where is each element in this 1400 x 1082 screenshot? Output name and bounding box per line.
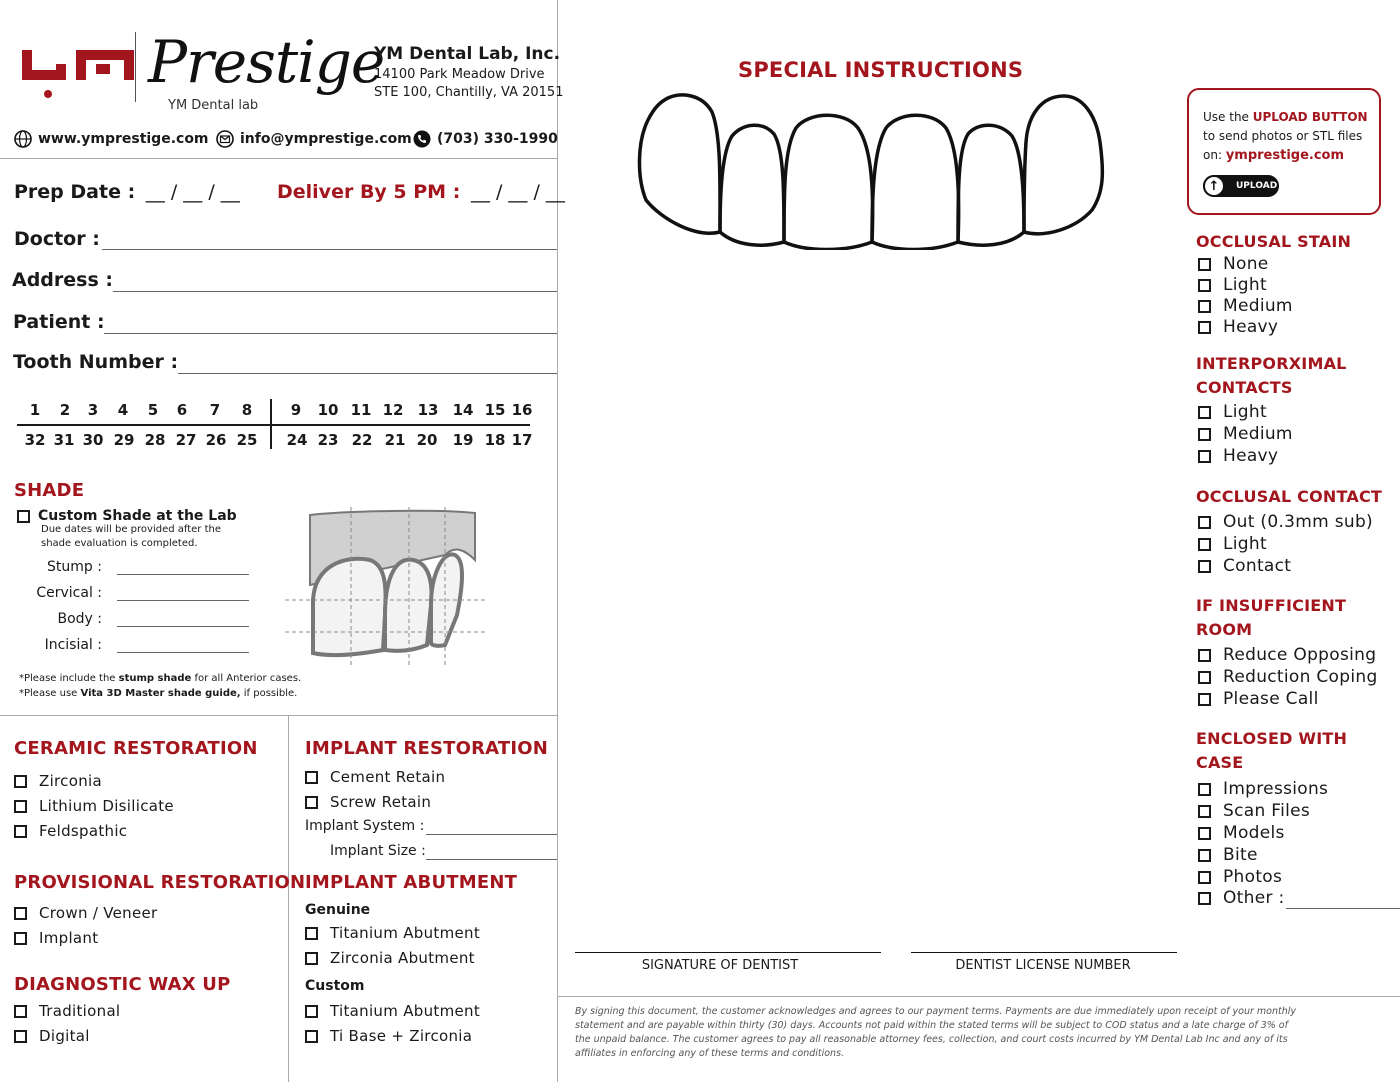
custom-abutment-option-label: Titanium Abutment [330, 1002, 481, 1020]
shade-row-label: Stump : [47, 559, 102, 575]
occlusal-contact-option-checkbox[interactable] [1198, 534, 1267, 554]
left-panel-divider [557, 0, 558, 1082]
ceramic-option-label: Feldspathic [39, 822, 128, 840]
tooth-number-upper[interactable]: 1 [29, 401, 41, 419]
tooth-number-lower[interactable]: 27 [175, 431, 197, 449]
deliver-by-label: Deliver By 5 PM : [277, 181, 461, 203]
company-name: YM Dental Lab, Inc. [374, 44, 561, 64]
contact-website[interactable] [14, 130, 209, 148]
tooth-number-lower[interactable]: 18 [484, 431, 506, 449]
custom-heading: Custom [305, 978, 365, 994]
wax-option-label: Traditional [39, 1002, 121, 1020]
custom-abutment-option-checkbox[interactable] [305, 1002, 480, 1020]
shade-note-2-c: if possible. [240, 688, 298, 699]
ceramic-option-checkbox[interactable] [14, 797, 174, 815]
genuine-heading: Genuine [305, 902, 371, 918]
upload-line-3-a: on: [1203, 148, 1226, 162]
checkbox-icon [1198, 560, 1211, 573]
terms-line-3: the unpaid balance. The customer agrees to pay all reasonable attorney fees, collection, and court costs incurred by YM Dental Lab Inc and any of its [575, 1034, 1288, 1045]
provisional-option-label: Implant [39, 929, 99, 947]
genuine-abutment-option-label: Zirconia Abutment [330, 949, 475, 967]
enclosed-title-2: CASE [1196, 753, 1244, 772]
logo-script: Prestige [148, 28, 385, 96]
ceramic-title: CERAMIC RESTORATION [14, 738, 258, 759]
tooth-number-lower[interactable]: 26 [205, 431, 227, 449]
checkbox-icon [17, 510, 30, 523]
shade-row-field[interactable] [117, 600, 249, 601]
dentist-license-label: DENTIST LICENSE NUMBER [955, 958, 1131, 973]
special-instructions-title: SPECIAL INSTRUCTIONS [738, 58, 1024, 82]
shade-title: SHADE [14, 480, 85, 501]
enclosed-option-checkbox[interactable] [1198, 823, 1285, 843]
enclosed-option-label: Scan Files [1223, 801, 1311, 821]
enclosed-option-checkbox[interactable] [1198, 801, 1310, 821]
tooth-number-lower[interactable]: 22 [351, 431, 373, 449]
insufficient-room-option-label: Please Call [1223, 689, 1319, 709]
upload-line-3 [1203, 148, 1344, 163]
shade-note-1-a: *Please include the [19, 673, 119, 684]
interproximal-option-label: Medium [1223, 424, 1293, 444]
terms-text [575, 1005, 1395, 1061]
tooth-number-upper[interactable]: 7 [209, 401, 221, 419]
dentist-signature-field[interactable] [575, 952, 881, 953]
shade-note-1 [19, 673, 301, 684]
implant-restoration-option-label: Cement Retain [330, 768, 446, 786]
shade-row-field[interactable] [117, 652, 249, 653]
checkbox-icon [14, 800, 27, 813]
phone-icon [413, 130, 431, 148]
occlusal-stain-option-checkbox[interactable] [1198, 275, 1267, 295]
enclosed-option-checkbox[interactable] [1198, 867, 1282, 887]
company-address-2: STE 100, Chantilly, VA 20151 [374, 85, 564, 100]
checkbox-icon [14, 932, 27, 945]
tooth-number-upper[interactable]: 8 [241, 401, 253, 419]
upload-line-1-a: Use the [1203, 110, 1253, 124]
patient-field[interactable] [104, 333, 557, 334]
shade-row-field[interactable] [117, 574, 249, 575]
tooth-number-upper[interactable]: 6 [176, 401, 188, 419]
provisional-option-checkbox[interactable] [14, 929, 98, 947]
occlusal-stain-title: OCCLUSAL STAIN [1196, 232, 1352, 251]
checkbox-icon [1198, 783, 1211, 796]
checkbox-icon [1198, 671, 1211, 684]
custom-shade-checkbox[interactable] [17, 508, 237, 524]
deliver-by[interactable] [277, 181, 565, 203]
address-field[interactable] [113, 291, 557, 292]
checkbox-icon [305, 952, 318, 965]
occlusal-stain-option-label: Light [1223, 275, 1267, 295]
globe-icon [14, 130, 32, 148]
checkbox-icon [1198, 300, 1211, 313]
implant-system-field[interactable] [426, 834, 557, 835]
occlusal-stain-option-label: Medium [1223, 296, 1293, 316]
insufficient-room-option-checkbox[interactable] [1198, 667, 1378, 687]
checkbox-icon [305, 796, 318, 809]
upload-button[interactable] [1203, 175, 1279, 197]
checkbox-icon [14, 907, 27, 920]
interproximal-title-1: INTERPORXIMAL [1196, 354, 1347, 373]
contact-email[interactable] [216, 130, 412, 148]
insufficient-room-option-checkbox[interactable] [1198, 689, 1319, 709]
interproximal-title-2: CONTACTS [1196, 378, 1293, 397]
tooth-number-label: Tooth Number : [13, 351, 179, 373]
phone-text: (703) 330-1990 [437, 131, 558, 147]
occlusal-stain-option-checkbox[interactable] [1198, 296, 1293, 316]
enclosed-title-1: ENCLOSED WITH [1196, 729, 1348, 748]
interproximal-option-checkbox[interactable] [1198, 402, 1267, 422]
checkbox-icon [305, 1005, 318, 1018]
checkbox-icon [1198, 827, 1211, 840]
terms-line-1: By signing this document, the customer acknowledges and agrees to our payment terms. Payments are due immediately upon receipt of your monthly [575, 1006, 1297, 1017]
checkbox-icon [14, 825, 27, 838]
ym-logo-mark-icon [18, 36, 138, 106]
tooth-number-lower[interactable]: 25 [236, 431, 258, 449]
shade-row-field[interactable] [117, 626, 249, 627]
insufficient-room-title-2: ROOM [1196, 620, 1253, 639]
occlusal-contact-title: OCCLUSAL CONTACT [1196, 487, 1383, 506]
provisional-option-checkbox[interactable] [14, 904, 158, 922]
prep-date-label: Prep Date : [14, 181, 136, 203]
upload-line-1 [1203, 110, 1368, 124]
checkbox-icon [14, 1030, 27, 1043]
terms-line-2: statement and are payable within thirty (30) days. Accounts not paid within the stated terms will be subject to COD status and a late charge of 3% of [575, 1020, 1288, 1031]
checkbox-icon [305, 1030, 318, 1043]
ceramic-option-checkbox[interactable] [14, 822, 127, 840]
interproximal-option-label: Heavy [1223, 446, 1279, 466]
checkbox-icon [305, 927, 318, 940]
provisional-option-label: Crown / Veneer [39, 904, 158, 922]
shade-note-1-b: stump shade [118, 673, 192, 684]
custom-abutment-option-checkbox[interactable] [305, 1027, 472, 1045]
tooth-number-upper[interactable]: 12 [382, 401, 404, 419]
tooth-number-upper[interactable]: 9 [290, 401, 302, 419]
email-text: info@ymprestige.com [240, 131, 412, 147]
wax-option-checkbox[interactable] [14, 1002, 120, 1020]
implant-abutment-title: IMPLANT ABUTMENT [305, 872, 518, 893]
implant-system-label: Implant System : [305, 818, 425, 834]
implant-restoration-title: IMPLANT RESTORATION [305, 738, 549, 759]
insufficient-room-option-checkbox[interactable] [1198, 645, 1376, 665]
checkbox-icon [14, 1005, 27, 1018]
occlusal-stain-option-label: None [1223, 254, 1269, 274]
genuine-abutment-option-checkbox[interactable] [305, 949, 475, 967]
ceramic-option-label: Zirconia [39, 772, 102, 790]
checkbox-icon [1198, 450, 1211, 463]
tooth-number-lower[interactable]: 24 [286, 431, 308, 449]
checkbox-icon [305, 771, 318, 784]
dentist-license-field[interactable] [911, 952, 1177, 953]
tooth-number-lower[interactable]: 20 [416, 431, 438, 449]
tooth-number-lower[interactable]: 28 [144, 431, 166, 449]
occlusal-contact-option-label: Light [1223, 534, 1267, 554]
tooth-number-field[interactable] [178, 373, 557, 374]
tooth-number-upper[interactable]: 4 [117, 401, 129, 419]
tooth-number-lower[interactable]: 21 [384, 431, 406, 449]
enclosed-other-field[interactable] [1286, 908, 1400, 909]
wax-option-label: Digital [39, 1027, 90, 1045]
enclosed-option-label: Models [1223, 823, 1285, 843]
implant-restoration-option-label: Screw Retain [330, 793, 432, 811]
occlusal-contact-option-checkbox[interactable] [1198, 556, 1291, 576]
checkbox-icon [1198, 693, 1211, 706]
restoration-column-divider [288, 715, 289, 1082]
tooth-number-lower[interactable]: 30 [82, 431, 104, 449]
tooth-number-lower[interactable]: 23 [317, 431, 339, 449]
custom-shade-label: Custom Shade at the Lab [38, 508, 237, 524]
tooth-number-upper[interactable]: 14 [452, 401, 474, 419]
upload-line-1-b: UPLOAD BUTTON [1252, 110, 1368, 124]
contact-phone[interactable] [413, 130, 558, 148]
occlusal-contact-option-checkbox[interactable] [1198, 512, 1373, 532]
implant-size-field[interactable] [426, 859, 557, 860]
tooth-number-upper[interactable]: 10 [317, 401, 339, 419]
shade-row-label: Cervical : [36, 585, 102, 601]
occlusal-contact-option-label: Out (0.3mm sub) [1223, 512, 1373, 532]
tooth-number-lower[interactable]: 29 [113, 431, 135, 449]
enclosed-option-checkbox[interactable] [1198, 845, 1258, 865]
tooth-number-lower[interactable]: 32 [24, 431, 46, 449]
ceramic-option-checkbox[interactable] [14, 772, 102, 790]
checkbox-icon [1198, 805, 1211, 818]
insufficient-room-option-label: Reduce Opposing [1223, 645, 1377, 665]
enclosed-other-label: Other : [1223, 888, 1285, 908]
insufficient-room-option-label: Reduction Coping [1223, 667, 1378, 687]
checkbox-icon [1198, 538, 1211, 551]
checkbox-icon [1198, 892, 1211, 905]
wax-title: DIAGNOSTIC WAX UP [14, 974, 231, 995]
shade-row-label: Incisial : [44, 637, 102, 653]
shade-note-2 [19, 688, 297, 699]
interproximal-option-label: Light [1223, 402, 1267, 422]
anterior-teeth-outline [636, 92, 1110, 250]
custom-shade-note-2: shade evaluation is completed. [41, 538, 198, 549]
tooth-number-lower[interactable]: 19 [452, 431, 474, 449]
doctor-label: Doctor : [14, 228, 100, 250]
logo-subtitle: YM Dental lab [168, 98, 259, 113]
checkbox-icon [1198, 516, 1211, 529]
website-text: www.ymprestige.com [38, 131, 209, 147]
upload-box [1187, 88, 1381, 215]
custom-abutment-option-label: Ti Base + Zirconia [330, 1027, 473, 1045]
upload-arrow-icon: ↑ [1203, 175, 1225, 197]
checkbox-icon [1198, 649, 1211, 662]
checkbox-icon [1198, 279, 1211, 292]
dentist-signature-label: SIGNATURE OF DENTIST [641, 958, 799, 973]
shade-note-1-c: for all Anterior cases. [191, 673, 302, 684]
custom-shade-note-1: Due dates will be provided after the [41, 524, 222, 535]
header-divider [0, 158, 557, 159]
genuine-abutment-option-label: Titanium Abutment [330, 924, 481, 942]
terms-divider [557, 996, 1400, 997]
tooth-number-upper[interactable]: 5 [147, 401, 159, 419]
tooth-number-upper[interactable]: 2 [59, 401, 71, 419]
tooth-chart [0, 395, 557, 455]
prep-date-blank: __ / __ / __ [145, 181, 240, 203]
tooth-number-upper[interactable]: 11 [350, 401, 372, 419]
occlusal-stain-option-label: Heavy [1223, 317, 1279, 337]
restoration-divider [0, 715, 557, 716]
wax-option-checkbox[interactable] [14, 1027, 90, 1045]
email-icon [216, 130, 234, 148]
upload-line-2: to send photos or STL files [1203, 129, 1363, 143]
address-label: Address : [12, 269, 113, 291]
upload-button-label: UPLOAD [1236, 181, 1278, 191]
deliver-by-blank: __ / __ / __ [470, 181, 565, 203]
enclosed-option-label: Impressions [1223, 779, 1329, 799]
shade-note-2-a: *Please use [19, 688, 81, 699]
shade-tooth-diagram [285, 505, 485, 665]
upload-line-3-b: ymprestige.com [1225, 148, 1345, 163]
checkbox-icon [1198, 258, 1211, 271]
occlusal-stain-option-checkbox[interactable] [1198, 254, 1269, 274]
checkbox-icon [1198, 321, 1211, 334]
tooth-number-upper[interactable]: 15 [484, 401, 506, 419]
company-address-1: 14100 Park Meadow Drive [374, 67, 545, 82]
checkbox-icon [1198, 406, 1211, 419]
checkbox-icon [1198, 871, 1211, 884]
provisional-title: PROVISIONAL RESTORATION [14, 872, 306, 893]
checkbox-icon [1198, 428, 1211, 441]
insufficient-room-title-1: IF INSUFFICIENT [1196, 596, 1347, 615]
checkbox-icon [1198, 849, 1211, 862]
enclosed-option-checkbox[interactable] [1198, 779, 1328, 799]
prep-date[interactable] [14, 181, 240, 203]
implant-restoration-option-checkbox[interactable] [305, 768, 445, 786]
tooth-number-lower[interactable]: 17 [511, 431, 533, 449]
shade-row-label: Body : [57, 611, 102, 627]
tooth-number-upper[interactable]: 16 [511, 401, 533, 419]
doctor-field[interactable] [102, 249, 557, 250]
occlusal-stain-option-checkbox[interactable] [1198, 317, 1278, 337]
genuine-abutment-option-checkbox[interactable] [305, 924, 480, 942]
tooth-number-upper[interactable]: 13 [417, 401, 439, 419]
implant-size-label: Implant Size : [330, 843, 426, 859]
terms-line-4: affiliates in enforcing any of these terms and conditions. [575, 1048, 845, 1059]
tooth-number-upper[interactable]: 3 [87, 401, 99, 419]
interproximal-option-checkbox[interactable] [1198, 446, 1278, 466]
shade-note-2-b: Vita 3D Master shade guide, [80, 688, 241, 699]
interproximal-option-checkbox[interactable] [1198, 424, 1293, 444]
checkbox-icon [14, 775, 27, 788]
tooth-number-lower[interactable]: 31 [53, 431, 75, 449]
ceramic-option-label: Lithium Disilicate [39, 797, 174, 815]
logo [18, 28, 385, 122]
enclosed-other-checkbox[interactable] [1198, 888, 1285, 908]
enclosed-option-label: Photos [1223, 867, 1283, 887]
enclosed-option-label: Bite [1223, 845, 1258, 865]
patient-label: Patient : [13, 311, 105, 333]
occlusal-contact-option-label: Contact [1223, 556, 1292, 576]
implant-restoration-option-checkbox[interactable] [305, 793, 431, 811]
